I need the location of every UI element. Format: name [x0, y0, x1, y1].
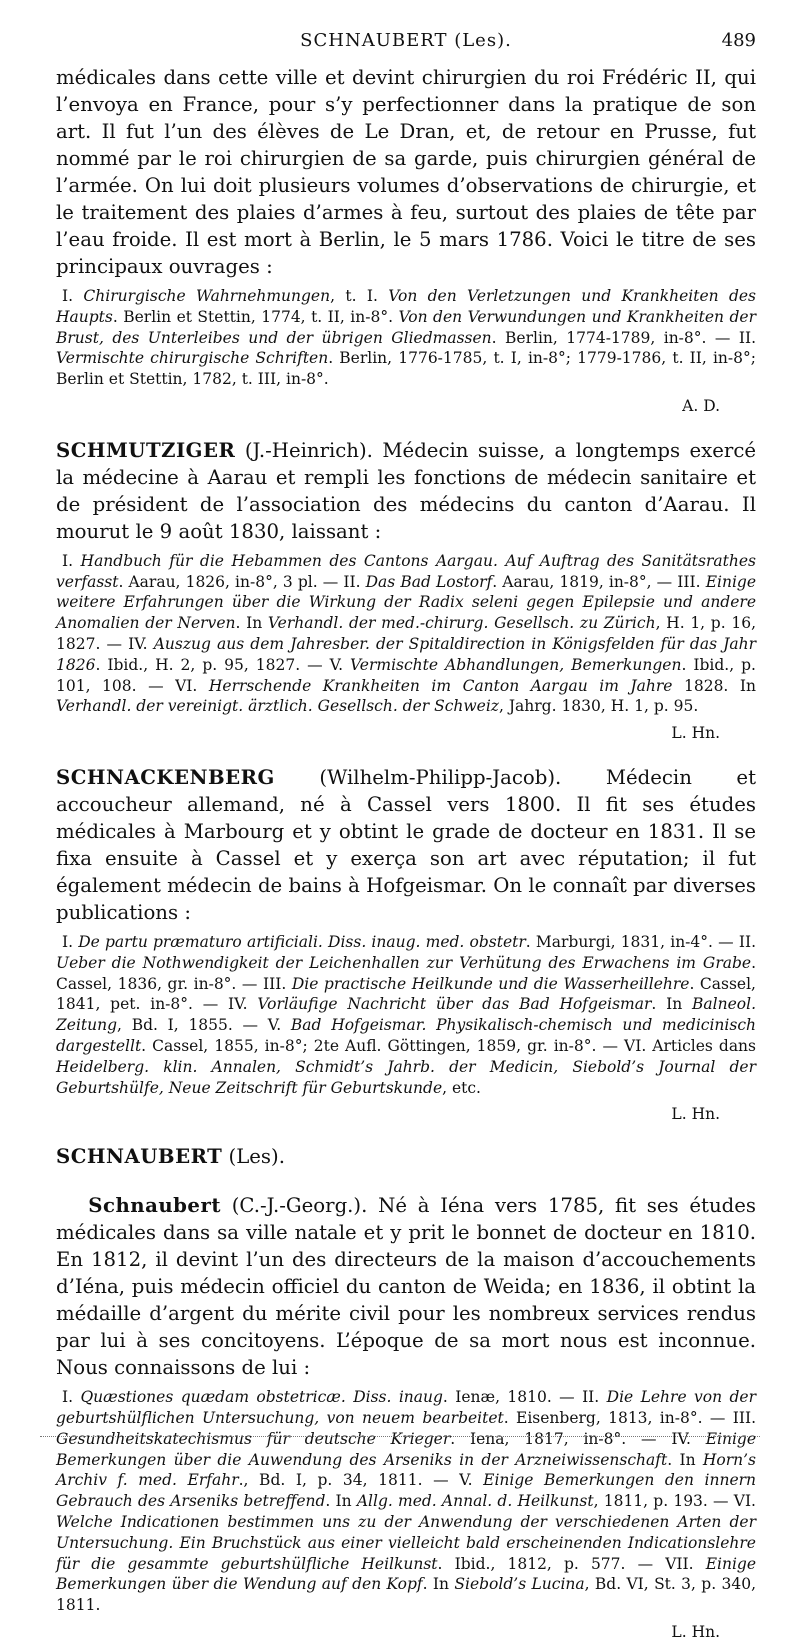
- work-title: Verhandl. der vereinigt. ärztlich. Gesellsch. der Schweiz: [56, 697, 499, 716]
- work-title: Handbuch für die Hebammen des Cantons Aargau. Auf Auftrag des Sanitätsrathes verfasst: [56, 551, 756, 591]
- work-details: 1828. In: [672, 676, 756, 695]
- entry-works: [56, 551, 756, 717]
- entry-signature-line: [56, 1104, 756, 1125]
- work-title: De partu præmaturo artificiali. Diss. inaug. med. obstetr: [78, 932, 526, 951]
- running-header: [56, 30, 756, 64]
- entry-text: Médecin suisse, a longtemps exercé la médecine à Aarau et rempli les fonctions de médecin sanitaire et de président de l’association des médecins du canton d’Aarau. Il mourut le 9 août 1830, laissant :: [56, 438, 757, 543]
- section-heading-line: [56, 1143, 756, 1170]
- work-details: . In: [325, 1492, 357, 1511]
- entry-text: Né à Iéna vers 1785, fit ses études médicales dans sa ville natale et y prit le bonnet de docteur en 1810. En 1812, il devint l’un des directeurs de la maison d’accouchements d’Iéna, puis médecin officiel du canton de Weida; en 1836, il obtint la médaille d’argent du mérite civil pour les nombreux services rendus par lui à ses concitoyens. L’époque de sa mort nous est inconnue. Nous connaissons de lui :: [56, 1194, 757, 1380]
- work-title: Das Bad Lostorf: [365, 572, 493, 591]
- entry-paragraph: [56, 1192, 756, 1381]
- work-title: Von den Verletzungen und Krankheiten des Haupts: [56, 287, 756, 326]
- work-title: Herrschende Krankheiten im Canton Aargau im Jahre: [208, 676, 673, 695]
- entry-signature-line: [56, 723, 756, 744]
- work-details: ., Bd. I, p. 34, 1811. — V.: [238, 1471, 484, 1490]
- work-details: , etc.: [442, 1078, 481, 1097]
- section-headword: SCHNAUBERT: [56, 1145, 223, 1169]
- work-details: . Iena, 1817, in-8°. — IV.: [450, 1429, 706, 1448]
- work-details: , H. 1, p. 16, 1827. — IV.: [56, 614, 757, 653]
- work-details: . Aarau, 1826, in-8°, 3 pl. — II.: [118, 572, 366, 591]
- work-details: I.: [62, 287, 84, 305]
- page: [56, 30, 756, 1643]
- signature: L. Hn.: [671, 1105, 720, 1124]
- entry-schnackenberg: [56, 764, 756, 1125]
- entry-headword: Schnaubert: [88, 1194, 221, 1218]
- entry-text: Médecin et accoucheur allemand, né à Cassel vers 1800. Il fit ses études médicales à Marbourg et y obtint le grade de docteur en 1831. Il se fixa ensuite à Cassel et y exerça son art avec réputation; il fut également médecin de bains à Hofgeismar. On le connaît par diverses publications :: [56, 765, 756, 924]
- work-details: I.: [62, 551, 81, 570]
- signature: L. Hn.: [671, 1622, 720, 1641]
- work-details: . Berlin, 1774-1789, in-8°. — II.: [491, 328, 756, 347]
- entry-given-names: (Wilhelm-Philipp-Jacob).: [319, 765, 562, 789]
- entry-schnaubert: [56, 1192, 756, 1643]
- work-title: Horn’s Archiv f. med. Erfahr: [56, 1450, 756, 1490]
- signature: L. Hn.: [671, 724, 720, 743]
- work-details: . Cassel, 1836, gr. in-8°. — III.: [56, 953, 756, 993]
- work-details: . Berlin et Stettin, 1774, t. II, in-8°.: [112, 307, 399, 326]
- work-details: . Ibid., p. 101, 108. — VI.: [56, 655, 756, 695]
- work-details: . Cassel, 1855, in-8°; 2te Aufl. Göttingen, 1859, gr. in-8°. — VI. Articles dans: [141, 1036, 756, 1055]
- entry-headword: SCHNACKENBERG: [56, 765, 275, 789]
- work-details: , 1811, p. 193. — VI.: [593, 1492, 756, 1511]
- work-title: Vorläufige Nachricht über das Bad Hofgeismar: [257, 995, 652, 1014]
- work-details: , t. I.: [330, 287, 389, 305]
- work-title: Die practische Heilkunde und die Wasserheillehre: [291, 974, 690, 993]
- work-title: Welche Indicationen bestimmen uns zu der Anwendung der verschiedenen Arten der Untersuchung. Ein Bruchstück aus einer vielleicht bald erscheinenden Indicationslehre für die gesammte geburtshülfliche Heilkunst: [56, 1512, 756, 1573]
- section-given: (Les).: [228, 1145, 285, 1169]
- work-details: . In: [651, 995, 693, 1014]
- work-details: . Ienæ, 1810. — II.: [442, 1388, 607, 1407]
- work-title: Die Lehre von der geburtshülflichen Untersuchung, von neuem bearbeitet: [56, 1388, 756, 1427]
- work-details: . Cassel, 1841, pet. in-8°. — IV.: [56, 974, 756, 1014]
- work-title: Auszug aus dem Jahresber. der Spitaldirection in Königsfelden für das Jahr 1826: [56, 634, 756, 674]
- entry-paragraph: [56, 764, 756, 926]
- work-title: Einige Bemerkungen über die Auwendung des Arseniks in der Arzneiwissenschaft: [56, 1429, 757, 1469]
- entry-given-names: (J.-Heinrich).: [244, 438, 373, 462]
- work-title: Balneol. Zeitung: [56, 995, 757, 1035]
- work-title: Heidelberg. klin. Annalen, Schmidt’s Jahrb. der Medicin, Siebold’s Journal der Geburtshülfe, Neue Zeitschrift für Geburtskunde: [56, 1057, 756, 1097]
- work-details: . Aarau, 1819, in-8°, — III.: [492, 572, 706, 591]
- work-title: Verhandl. der med.-chirurg. Gesellsch. zu Zürich: [267, 614, 656, 633]
- work-title: Ueber die Nothwendigkeit der Leichenhallen zur Verhütung des Erwachens im Grabe: [56, 953, 752, 972]
- work-title: Einige Bemerkungen über die Wendung auf den Kopf: [56, 1554, 756, 1594]
- entry-given-names: (C.-J.-Georg.).: [231, 1194, 368, 1218]
- work-details: I.: [62, 1388, 81, 1407]
- work-title: Gesundheitskatechismus für deutsche Krieger: [56, 1429, 451, 1448]
- work-details: , Bd. I, 1855. — V.: [117, 1016, 291, 1035]
- work-details: I.: [62, 932, 79, 951]
- work-title: Siebold’s Lucina: [454, 1575, 585, 1594]
- work-title: Vermischte chirurgische Schriften: [56, 349, 329, 368]
- intro-signature-line: [56, 396, 756, 417]
- work-details: . Eisenberg, 1813, in-8°. — III.: [503, 1408, 756, 1427]
- page-number: 489: [721, 30, 756, 51]
- work-title: Einige Bemerkungen den innern Gebrauch des Arseniks betreffend: [56, 1471, 757, 1511]
- entry-works: [56, 932, 756, 1098]
- work-title: Allg. med. Annal. d. Heilkunst: [356, 1492, 594, 1511]
- work-details: , Bd. VI, St. 3, p. 340, 1811.: [56, 1575, 756, 1615]
- work-details: . In: [422, 1575, 455, 1594]
- work-title: Quæstiones quædam obstetricæ. Diss. inaug: [80, 1388, 443, 1407]
- work-details: . In: [235, 614, 268, 633]
- work-details: , Jahrg. 1830, H. 1, p. 95.: [498, 697, 699, 716]
- work-details: . Ibid., 1812, p. 577. — VII.: [437, 1554, 706, 1573]
- work-title: Chirurgische Wahrnehmungen: [83, 287, 331, 305]
- work-details: . Marburgi, 1831, in-4°. — II.: [525, 932, 756, 951]
- intro-works: [56, 286, 756, 390]
- running-title: SCHNAUBERT (Les).: [300, 30, 512, 51]
- entry-headword: SCHMUTZIGER: [56, 438, 236, 462]
- intro-paragraph: médicales dans cette ville et devint chirurgien du roi Frédéric II, qui l’envoya en France, pour s’y perfectionner dans la pratique de son art. Il fut l’un des élèves de Le Dran, et, de retour en Prusse, fut nommé par le roi chirurgien de sa garde, puis chirurgien général de l’armée. On lui doit plusieurs volumes d’observations de chirurgie, et le traitement des plaies d’armes à feu, surtout des plaies de tête par l’eau froide. Il est mort à Berlin, le 5 mars 1786. Voici le titre de ses principaux ouvrages :: [56, 66, 756, 278]
- entry-schmutziger: [56, 437, 756, 744]
- work-title: Vermischte Abhandlungen, Bemerkungen: [350, 655, 682, 674]
- work-title: Bad Hofgeismar. Physikalisch-chemisch und medicinisch dargestellt: [56, 1016, 756, 1055]
- work-title: Einige weitere Erfahrungen über die Wirkung der Radix seleni gegen Epilepsie und andere Anomalien der Nerven: [56, 572, 756, 633]
- entry-signature-line: [56, 1622, 756, 1643]
- work-details: . Berlin, 1776-1785, t. I, in-8°; 1779-1786, t. II, in-8°; Berlin et Stettin, 1782, t. III, in-8°.: [56, 349, 756, 389]
- section-heading-schnaubert: [56, 1143, 756, 1170]
- work-details: . In: [667, 1450, 703, 1469]
- work-details: . Ibid., H. 2, p. 95, 1827. — V.: [95, 655, 351, 674]
- work-title: Von den Verwundungen und Krankheiten der Brust, des Unterleibes und der übrigen Gliedmassen: [56, 307, 756, 347]
- entry-works: [56, 1387, 756, 1616]
- entry-paragraph: [56, 437, 756, 545]
- signature: A. D.: [682, 396, 720, 415]
- bottom-dotted-rule: [40, 1436, 760, 1437]
